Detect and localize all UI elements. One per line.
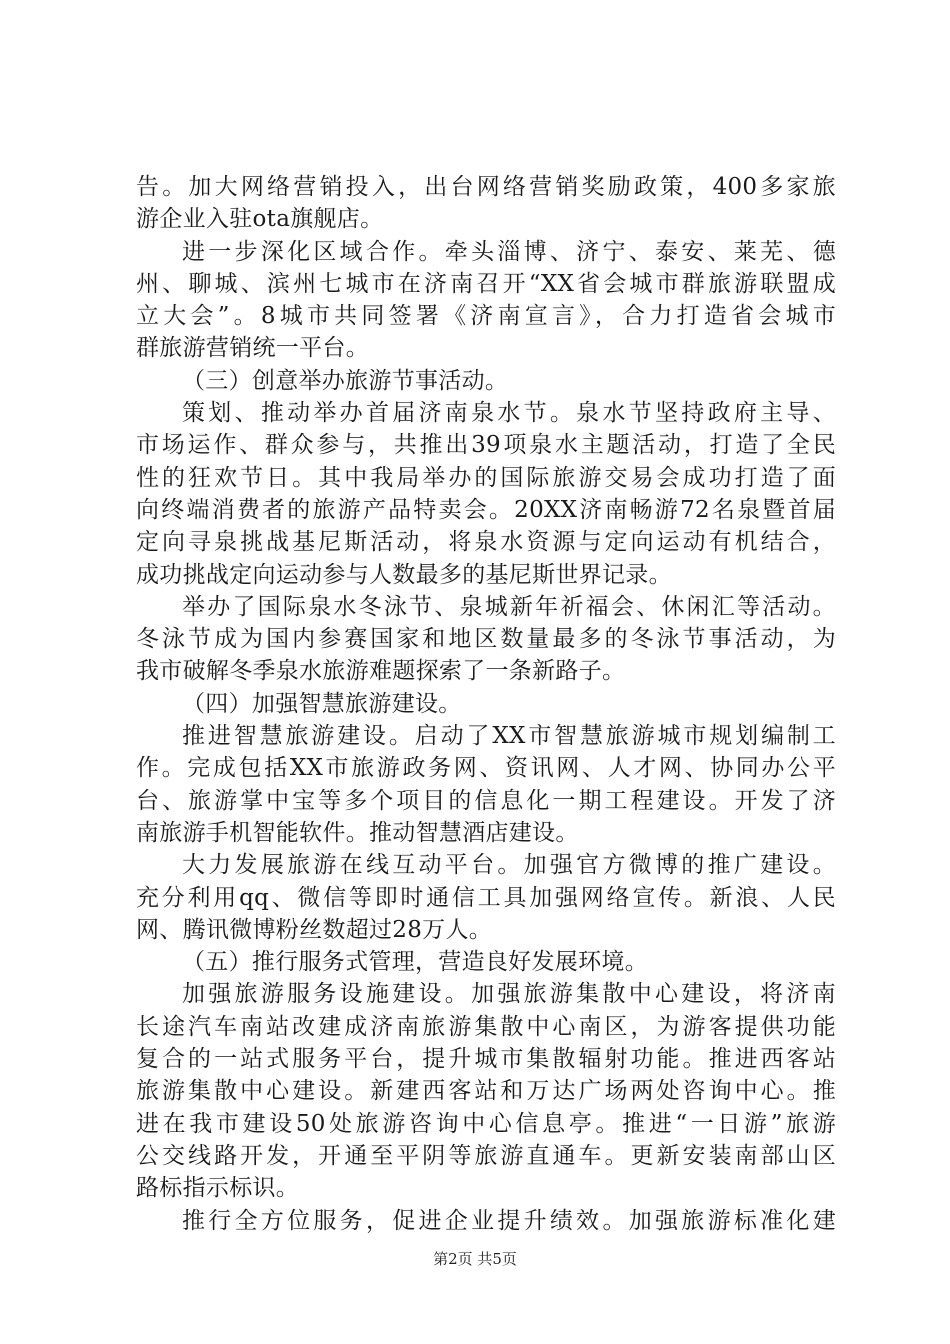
text-line: 我市破解冬季泉水旅游难题探索了一条新路子。 [136,658,626,685]
text-line: 公交线路开发，开通至平阴等旅游直通车。更新安装南部山区 [136,1142,836,1169]
text-line: （五）推行服务式管理，营造良好发展环境。 [182,949,648,976]
text-line: 旅游集散中心建设。新建西客站和万达广场两处咨询中心。推 [136,1078,836,1105]
text-line: （四）加强智慧旅游建设。 [182,690,462,717]
page-footer: 第2页 共5页 [433,1250,517,1268]
text-line: 冬泳节成为国内参赛国家和地区数量最多的冬泳节事活动，为 [136,626,836,653]
text-line: 进在我市建设50处旅游咨询中心信息亭。推进“一日游”旅游 [136,1110,836,1137]
text-line: 充分利用qq、微信等即时通信工具加强网络宣传。新浪、人民 [136,884,836,911]
text-line: 策划、推动举办首届济南泉水节。泉水节坚持政府主导、 [182,400,836,427]
text-line: 加强旅游服务设施建设。加强旅游集散中心建设，将济南 [182,981,836,1008]
text-line: 向终端消费者的旅游产品特卖会。20XX济南畅游72名泉暨首届 [136,496,836,523]
text-line: 性的狂欢节日。其中我局举办的国际旅游交易会成功打造了面 [136,464,836,491]
text-line: 网、腾讯微博粉丝数超过28万人。 [136,916,493,943]
text-line: （三）创意举办旅游节事活动。 [182,367,509,394]
text-line: 大力发展旅游在线互动平台。加强官方微博的推广建设。 [182,852,836,879]
text-line: 台、旅游掌中宝等多个项目的信息化一期工程建设。开发了济 [136,787,836,814]
text-line: 南旅游手机智能软件。推动智慧酒店建设。 [136,819,579,846]
text-line: 成功挑战定向运动参与人数最多的基尼斯世界记录。 [136,561,672,588]
text-line: 群旅游营销统一平台。 [136,335,369,362]
text-line: 市场运作、群众参与，共推出39项泉水主题活动，打造了全民 [136,432,836,459]
text-line: 复合的一站式服务平台，提升城市集散辐射功能。推进西客站 [136,1046,836,1073]
text-line: 立大会”。8城市共同签署《济南宣言》，合力打造省会城市 [136,303,836,330]
text-line: 路标指示标识。 [136,1175,300,1202]
text-line: 作。完成包括XX市旅游政务网、资讯网、人才网、协同办公平 [136,755,836,782]
text-line: 推进智慧旅游建设。启动了XX市智慧旅游城市规划编制工 [182,723,836,750]
text-line: 州、聊城、滨州七城市在济南召开“XX省会城市群旅游联盟成 [136,270,836,297]
text-line: 进一步深化区域合作。牵头淄博、济宁、泰安、莱芜、德 [182,238,836,265]
text-line: 举办了国际泉水冬泳节、泉城新年祈福会、休闲汇等活动。 [182,593,836,620]
text-line: 告。加大网络营销投入，出台网络营销奖励政策，400多家旅 [136,174,836,200]
text-line: 定向寻泉挑战基尼斯活动，将泉水资源与定向运动有机结合， [136,529,836,556]
text-line: 游企业入驻ota旗舰店。 [136,206,384,233]
text-line: 长途汽车南站改建成济南旅游集散中心南区，为游客提供功能 [136,1013,836,1040]
text-line: 推行全方位服务，促进企业提升绩效。加强旅游标准化建 [182,1207,836,1234]
document-body [136,171,836,1237]
